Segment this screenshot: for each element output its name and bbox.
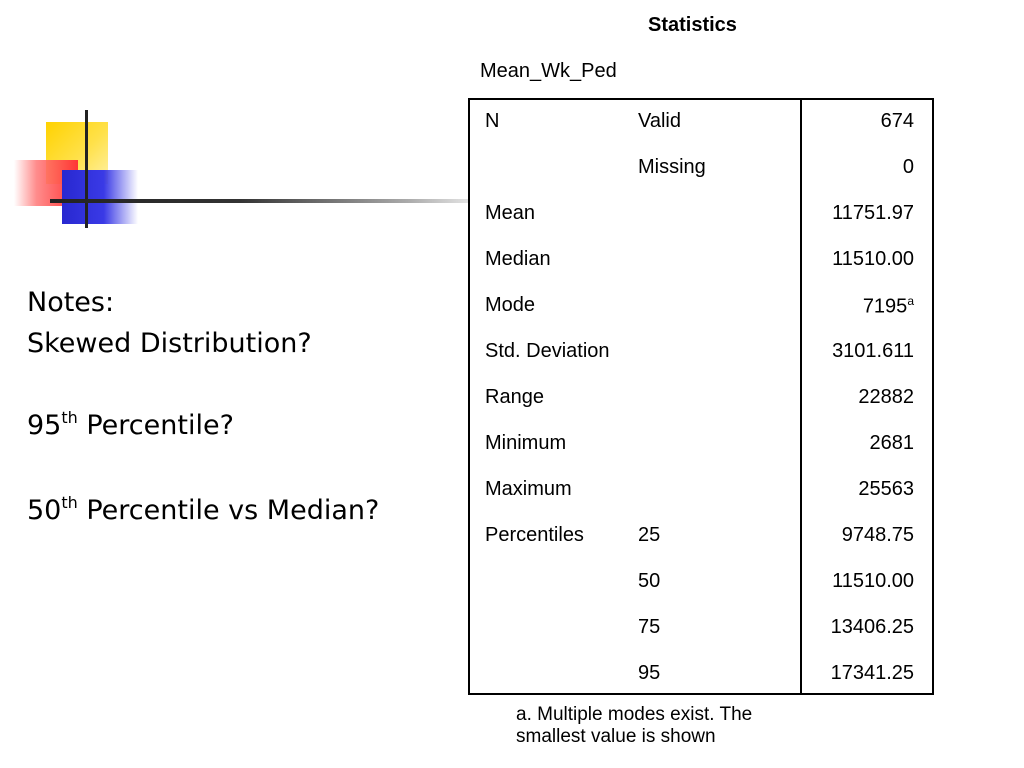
row-sublabel: Valid (638, 110, 681, 132)
table-row (470, 148, 932, 194)
row-sublabel: 50 (638, 570, 661, 592)
table-row (470, 240, 932, 286)
row-value-text: 22882 (858, 386, 914, 408)
row-value (903, 156, 914, 179)
row-value-text: 25563 (858, 478, 914, 500)
table-row (470, 332, 932, 378)
footnote-line-1: a. Multiple modes exist. The (516, 704, 753, 725)
row-value (832, 570, 914, 593)
row-label: Std. Deviation (485, 340, 610, 362)
row-value-text: 7195 (862, 295, 908, 318)
table-row (470, 516, 932, 562)
title-divider-line (50, 199, 470, 203)
row-sublabel: 75 (638, 616, 661, 638)
row-value (881, 110, 914, 133)
logo-blue-square (62, 170, 138, 224)
notes-question-50th: 50th Percentile vs Median? (27, 493, 380, 526)
row-value-text: 11510.00 (832, 570, 914, 592)
row-label: Mean (485, 202, 536, 224)
notes-panel (27, 282, 447, 534)
footnote-line-2: smallest value is shown (516, 726, 716, 747)
row-value-text: 11751.97 (832, 202, 914, 224)
row-value (832, 248, 914, 271)
table-footnote (516, 704, 816, 748)
table-row (470, 562, 932, 608)
row-value-text: 2681 (869, 432, 914, 454)
row-sublabel: 95 (638, 662, 661, 684)
table-row (470, 424, 932, 470)
table-row (470, 194, 932, 240)
row-value-text: 3101.611 (832, 340, 914, 362)
row-value-text: 13406.25 (830, 616, 914, 638)
logo-vertical-line (85, 110, 88, 228)
table-row (470, 470, 932, 516)
row-label: Maximum (485, 478, 572, 500)
table-row (470, 102, 932, 148)
row-value (870, 432, 915, 455)
row-sublabel: 25 (638, 524, 661, 546)
statistics-title: Statistics (648, 14, 737, 36)
row-label: N (485, 110, 500, 132)
row-label: Range (485, 386, 544, 408)
table-row (470, 608, 932, 654)
row-value (842, 524, 914, 547)
statistics-table (468, 98, 934, 695)
notes-question-skewed: Skewed Distribution? (27, 328, 312, 359)
row-value-text: 0 (902, 156, 914, 178)
row-value (831, 616, 914, 639)
row-value (858, 478, 914, 501)
row-value (858, 386, 914, 409)
row-sublabel: Missing (638, 156, 706, 178)
row-value (863, 294, 914, 319)
row-value (832, 340, 914, 363)
row-value (831, 662, 914, 685)
row-label: Percentiles (485, 524, 584, 546)
decorative-logo (0, 0, 480, 240)
footnote-marker: a (907, 294, 914, 308)
row-label: Median (485, 248, 551, 270)
table-row (470, 378, 932, 424)
row-value-text: 17341.25 (830, 662, 914, 684)
row-value-text: 11510.00 (832, 248, 914, 270)
row-label: Mode (485, 294, 536, 316)
row-value (832, 202, 914, 225)
table-row (470, 654, 932, 700)
notes-heading: Notes: (27, 287, 115, 318)
variable-name: Mean_Wk_Ped (480, 60, 617, 82)
row-value-text: 674 (880, 110, 914, 132)
notes-question-95th: 95th Percentile? (27, 408, 234, 441)
row-label: Minimum (485, 432, 567, 454)
table-row (470, 286, 932, 332)
row-value-text: 9748.75 (841, 524, 914, 546)
